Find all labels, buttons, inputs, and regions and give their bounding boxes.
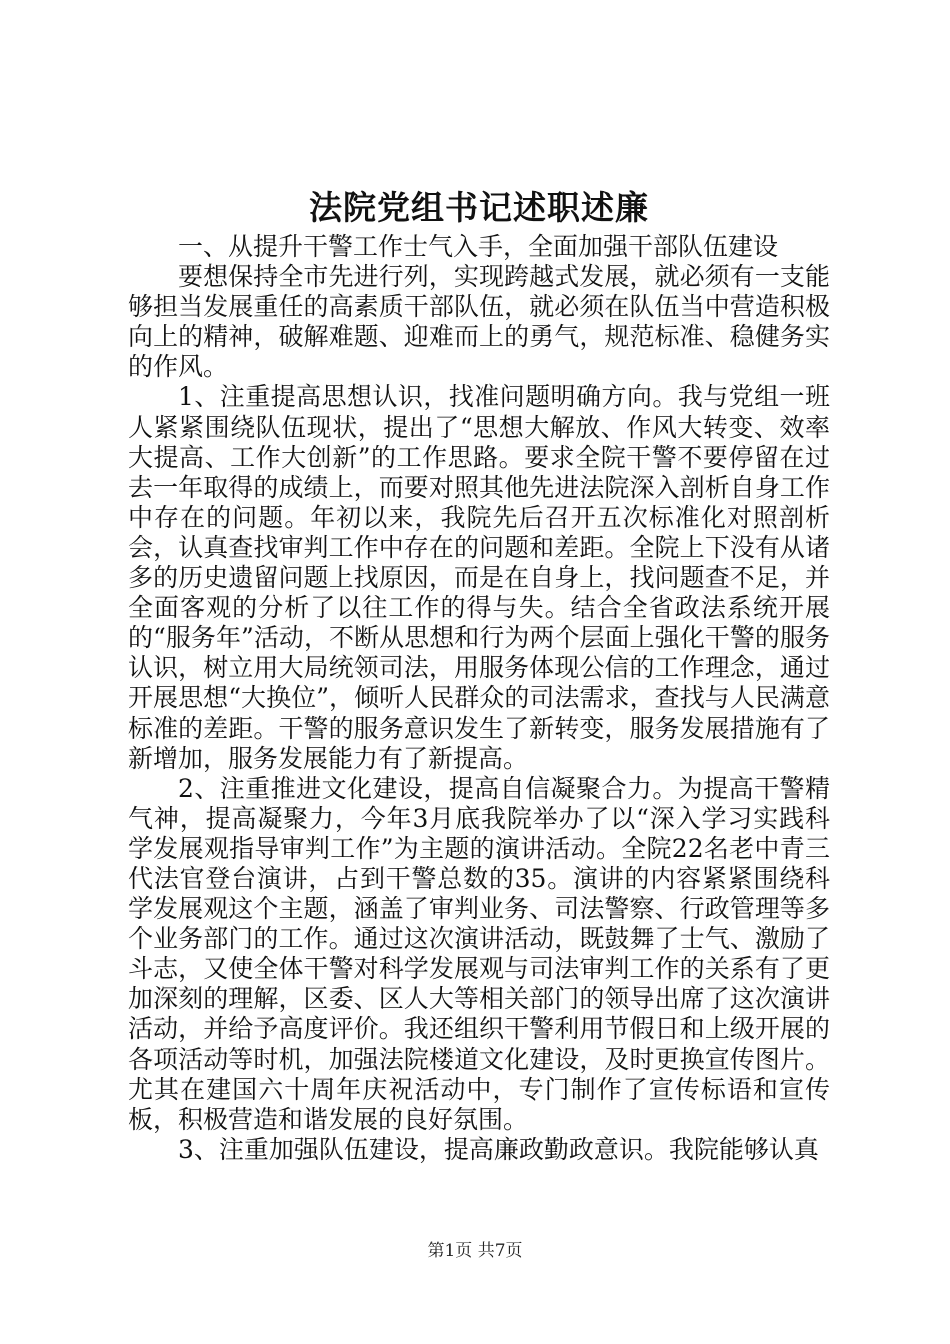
paragraph-item-3: 3、注重加强队伍建设，提高廉政勤政意识。我院能够认真 (178, 1134, 819, 1164)
page-footer: 第1页 共7页 (427, 1241, 523, 1261)
document-page (128, 186, 830, 1165)
paragraph-item-2: 2、注重推进文化建设，提高自信凝聚合力。为提高干警精气神，提高凝聚力，今年3月底我院举办了以“深入学习实践科学发展观指导审判工作”为主题的演讲活动。全院22名老中青三代法官登台演讲，占到干警总数的35。演讲的内容紧紧围绕科学发展观这个主题，涵盖了审判业务、司法警察、行政管理等多个业务部门的工作。通过这次演讲活动，既鼓舞了士气、激励了斗志，又使全体干警对科学发展观与司法审判工作的关系有了更加深刻的理解，区委、区人大等相关部门的领导出席了这次演讲活动，并给予高度评价。我还组织干警利用节假日和上级开展的各项活动等时机，加强法院楼道文化建设，及时更换宣传图片。尤其在建国六十周年庆祝活动中，专门制作了宣传标语和宣传板，积极营造和谐发展的良好氛围。 (128, 773, 830, 1134)
paragraph-intro: 要想保持全市先进行列，实现跨越式发展，就必须有一支能够担当发展重任的高素质干部队伍，就必须在队伍当中营造积极向上的精神，破解难题、迎难而上的勇气，规范标准、稳健务实的作风。 (128, 262, 830, 382)
document-title: 法院党组书记述职述廉 (309, 188, 649, 227)
paragraph-item-1: 1、注重提高思想认识，找准问题明确方向。我与党组一班人紧紧围绕队伍现状，提出了“思想大解放、作风大转变、效率大提高、工作大创新”的工作思路。要求全院干警不要停留在过去一年取得的成绩上，而要对照其他先进法院深入剖析自身工作中存在的问题。年初以来，我院先后召开五次标准化对照剖析会，认真查找审判工作中存在的问题和差距。全院上下没有从诸多的历史遗留问题上找原因，而是在自身上，找问题查不足，并全面客观的分析了以往工作的得与失。结合全省政法系统开展的“服务年”活动，不断从思想和行为两个层面上强化干警的服务认识，树立用大局统领司法，用服务体现公信的工作理念，通过开展思想“大换位”，倾听人民群众的司法需求，查找与人民满意标准的差距。干警的服务意识发生了新转变，服务发展措施有了新增加，服务发展能力有了新提高。 (128, 382, 830, 773)
section-heading: 一、从提升干警工作士气入手，全面加强干部队伍建设 (178, 232, 779, 261)
